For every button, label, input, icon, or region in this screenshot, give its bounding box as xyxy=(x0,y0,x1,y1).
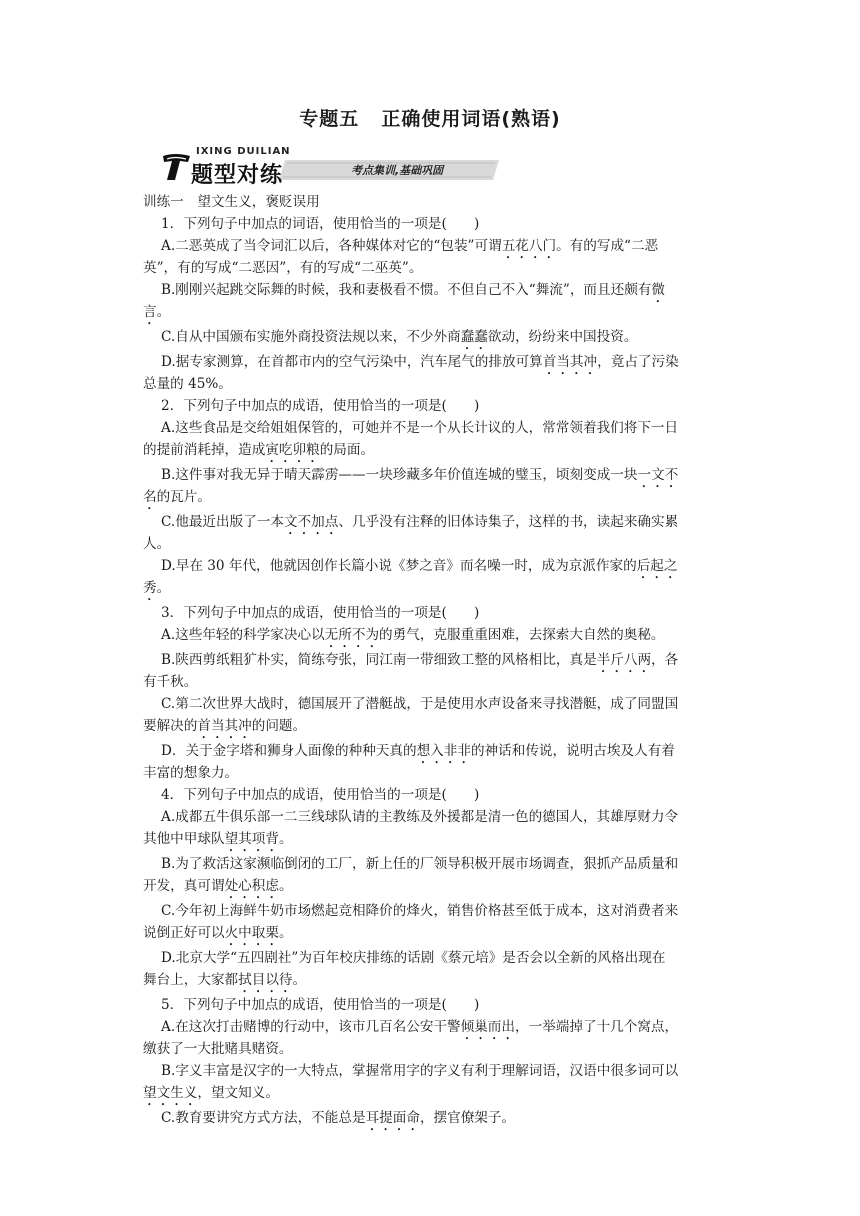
text-segment: 。 xyxy=(156,304,171,320)
text-segment: C.自从中国颁布实施外商投资法规以来，不少外商 xyxy=(161,329,461,345)
text-line xyxy=(143,193,320,211)
text-segment: 4．下列句子中加点的成语，使用恰当的一项是( ) xyxy=(161,787,480,803)
text-line xyxy=(143,1040,293,1058)
text-line xyxy=(143,1084,279,1109)
text-segment: 说倒正好可以 xyxy=(143,925,225,941)
text-line xyxy=(161,902,678,920)
text-line xyxy=(161,353,679,378)
text-line xyxy=(161,808,678,826)
text-line xyxy=(143,877,293,902)
emphasized-idiom: 想入非非 xyxy=(416,743,471,759)
text-segment: ，望文知义。 xyxy=(197,1085,279,1101)
text-line xyxy=(143,971,306,996)
text-segment: D.北京大学“五四剧社”为百年校庆排练的话剧《蔡元培》是否会以全新的风格出现在 xyxy=(161,950,666,966)
text-segment: 人。 xyxy=(143,536,171,552)
text-line xyxy=(161,281,665,306)
banner-t-logo xyxy=(161,153,191,181)
text-line xyxy=(161,651,678,676)
text-segment: A.这些食品是交给姐姐保管的，可她并不是一个从长计议的人，常常领着我们将下一日 xyxy=(161,420,679,436)
text-segment: 的神话和传说，说明古埃及人有着 xyxy=(470,743,675,759)
emphasized-idiom: 首当其冲 xyxy=(197,718,252,734)
text-line xyxy=(161,419,678,437)
text-segment: C.他最近出版了一本 xyxy=(161,514,284,530)
text-segment: A.在这次打击赌博的行动中，该市几百名公安干警 xyxy=(161,1019,461,1035)
text-segment: ，一举端掉了十几个窝点， xyxy=(514,1019,679,1035)
emphasized-idiom: 微 xyxy=(651,282,665,298)
title-topic-number: 专题五 xyxy=(299,108,360,130)
text-segment: A.二恶英成了当令词汇以后，各种媒体对它的“包装”可谓 xyxy=(161,238,502,254)
text-line xyxy=(143,673,197,691)
text-segment: ，摆官僚架子。 xyxy=(419,1110,516,1126)
text-segment: 。 xyxy=(278,831,293,847)
banner-chinese-label: 题型对练 xyxy=(191,163,284,188)
banner-subtitle: 考点集训,基础巩固 xyxy=(351,164,444,177)
text-segment: D．关于金字塔和狮身人面像的种种天真的 xyxy=(161,743,417,759)
emphasized-idiom: 一文不 xyxy=(637,467,679,483)
text-segment: 有千秋。 xyxy=(143,674,198,690)
emphasized-idiom: 后起之 xyxy=(636,558,678,574)
text-line xyxy=(161,215,479,233)
text-line xyxy=(143,764,238,782)
text-segment: 总量的 45%。 xyxy=(143,376,232,392)
text-segment: 丰富的想象力。 xyxy=(143,765,239,781)
text-segment: 的问题。 xyxy=(251,718,307,734)
text-line xyxy=(161,513,678,538)
text-line xyxy=(161,466,678,491)
text-segment: C.今年初上海鲜牛奶市场燃起竞相降价的烽火，销售价格甚至低于成本，这对消费者来 xyxy=(161,903,679,919)
text-segment: A.这些年轻的科学家决心以 xyxy=(161,627,325,643)
text-line xyxy=(143,579,170,604)
text-line xyxy=(161,1109,515,1134)
text-line xyxy=(143,375,232,393)
emphasized-idiom: 拭目以待 xyxy=(238,972,293,988)
text-segment: D.据专家测算，在首都市内的空气污染中，汽车尾气的排放可算 xyxy=(161,354,543,370)
text-segment: D.早在 30 年代，他就因创作长篇小说《梦之音》而名噪一时，成为京派作家的 xyxy=(161,558,637,574)
text-segment: 。 xyxy=(156,580,171,596)
text-segment: 要解决的 xyxy=(143,718,198,734)
text-line xyxy=(161,949,665,967)
text-line xyxy=(161,557,677,582)
text-segment: 舞台上，大家都 xyxy=(143,972,239,988)
text-line xyxy=(161,328,637,353)
text-line xyxy=(143,717,306,742)
text-line xyxy=(143,303,170,328)
text-segment: ，竟占了污染 xyxy=(597,354,679,370)
text-segment: 。有的写成“二恶 xyxy=(556,238,659,254)
text-segment: 2．下列句子中加点的成语，使用恰当的一项是( ) xyxy=(161,398,480,414)
emphasized-idiom: 无所不为 xyxy=(324,627,380,643)
text-line xyxy=(143,535,170,553)
text-segment: 3．下列句子中加点的成语，使用恰当的一项是( ) xyxy=(161,605,480,621)
emphasized-idiom: 倾巢而出 xyxy=(460,1019,515,1035)
text-segment: C.教育要讲究方式方法，不能总是 xyxy=(161,1110,366,1126)
emphasized-idiom: 火中取栗 xyxy=(224,925,279,941)
text-segment: 的瓦片。 xyxy=(156,489,211,505)
text-segment: 的勇气，克服重重困难，去探索大自然的奥秘。 xyxy=(379,627,665,643)
text-segment: 。 xyxy=(292,972,307,988)
text-segment: 。 xyxy=(278,925,293,941)
emphasized-idiom: 望文生义 xyxy=(143,1085,198,1101)
text-segment: 开发，真可谓 xyxy=(143,878,225,894)
text-segment: 欲动，纷纷来中国投资。 xyxy=(487,329,638,345)
text-line xyxy=(161,626,665,651)
text-segment: 5．下列句子中加点的成语，使用恰当的一项是( ) xyxy=(161,997,480,1013)
text-line xyxy=(143,924,293,949)
emphasized-idiom: 蠢蠢 xyxy=(460,329,488,345)
emphasized-idiom: 望其项背 xyxy=(224,831,279,847)
text-segment: 其他中甲球队 xyxy=(143,831,225,847)
emphasized-idiom: 半斤八两 xyxy=(596,652,652,668)
text-segment: ，各 xyxy=(651,652,679,668)
text-line xyxy=(143,259,422,277)
text-segment: 的局面。 xyxy=(319,442,375,458)
text-line xyxy=(161,786,479,804)
text-segment: B.陕西剪纸粗犷朴实，简练夸张，同江南一带细致工整的风格相比，真是 xyxy=(161,652,597,668)
emphasized-idiom: 耳提面命 xyxy=(365,1110,420,1126)
text-line xyxy=(143,488,211,513)
section-banner xyxy=(161,146,499,188)
text-segment: 缴获了一大批赌具赌资。 xyxy=(143,1041,293,1057)
text-line xyxy=(161,996,479,1014)
text-line xyxy=(161,855,678,873)
text-segment: B.这件事对我无异于晴天霹雳——一块珍藏多年价值连城的璧玉，顷刻变成一块 xyxy=(161,467,638,483)
text-segment: 、几乎没有注释的旧体诗集子，这样的书，读起来确实累 xyxy=(338,514,679,530)
text-segment: C.第二次世界大战时，德国展开了潜艇战，于是使用水声设备来寻找潜艇，成了同盟国 xyxy=(161,696,679,712)
emphasized-idiom: 言 xyxy=(143,304,157,320)
banner-english-label: IXING DUILIAN xyxy=(196,146,291,157)
text-line xyxy=(143,830,293,855)
text-line xyxy=(161,397,479,415)
text-line xyxy=(161,604,479,622)
text-segment: B.为了救活这家濒临倒闭的工厂，新上任的厂领导积极开展市场调查，狠抓产品质量和 xyxy=(161,856,679,872)
page-title xyxy=(0,104,860,131)
text-segment: B.字义丰富是汉字的一大特点，掌握常用字的字义有利于理解词语，汉语中很多词可以 xyxy=(161,1063,679,1079)
text-segment: 英”，有的写成“二恶因”，有的写成“二巫英”。 xyxy=(143,260,423,276)
text-segment: 1．下列句子中加点的词语，使用恰当的一项是( ) xyxy=(161,216,480,232)
emphasized-idiom: 秀 xyxy=(143,580,157,596)
text-segment: 训练一 望文生义，褒贬误用 xyxy=(143,194,320,210)
emphasized-idiom: 五花八门 xyxy=(501,238,557,254)
text-segment: A.成都五牛俱乐部一二三线球队请的主教练及外援都是清一色的德国人，其雄厚财力令 xyxy=(161,809,679,825)
text-segment: 。 xyxy=(278,878,293,894)
text-segment: B.刚刚兴起跳交际舞的时候，我和妻极看不惯。不但自己不入“舞流”，而且还颇有 xyxy=(161,282,652,298)
text-line xyxy=(143,441,374,466)
title-topic-name: 正确使用词语(熟语) xyxy=(381,108,561,130)
text-segment: 的提前消耗掉，造成 xyxy=(143,442,266,458)
emphasized-idiom: 寅吃卯粮 xyxy=(265,442,320,458)
emphasized-idiom: 首当其冲 xyxy=(542,354,598,370)
emphasized-idiom: 文不加点 xyxy=(284,514,339,530)
text-line xyxy=(161,1062,678,1080)
emphasized-idiom: 处心积虑 xyxy=(224,878,279,894)
emphasized-idiom: 名 xyxy=(143,489,157,505)
text-line xyxy=(161,695,678,713)
